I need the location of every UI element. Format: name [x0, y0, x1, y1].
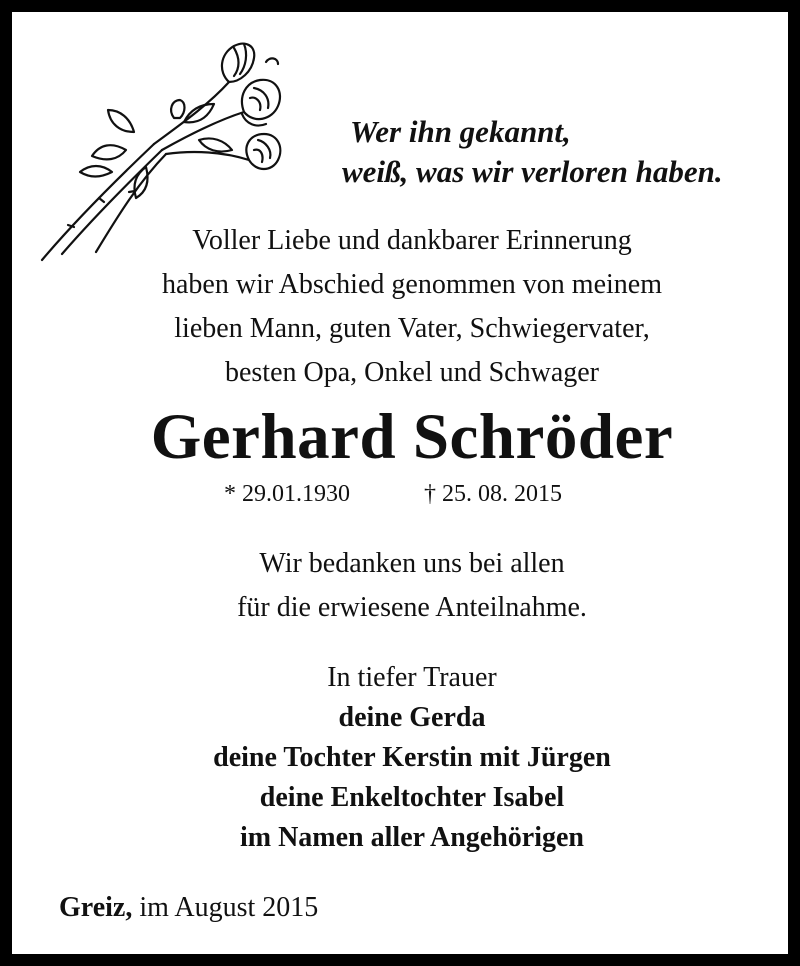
mourner-name: deine Enkeltochter Isabel — [259, 782, 565, 813]
announcement-text — [102, 219, 722, 395]
announcement-line: haben wir Abschied genommen von meinem — [162, 269, 662, 300]
mourner-name: im Namen aller Angehörigen — [239, 822, 584, 853]
mourner-name: deine Gerda — [338, 702, 486, 733]
thanks-line: für die erwiesene Anteilnahme. — [237, 592, 587, 623]
quote-line-2: weiß, was wir verloren haben. — [342, 154, 723, 189]
deceased-name: Gerhard Schröder — [150, 401, 674, 473]
birth-date: * 29.01.1930 — [224, 481, 350, 507]
mourners-block — [92, 658, 732, 858]
thanks-line: Wir bedanken uns bei allen — [259, 548, 565, 579]
announcement-line: Voller Liebe und dankbarer Erinnerung — [192, 225, 632, 256]
mourner-name: deine Tochter Kerstin mit Jürgen — [213, 742, 611, 773]
memorial-quote — [342, 112, 782, 192]
mourning-intro: In tiefer Trauer — [327, 662, 497, 693]
announcement-line: lieben Mann, guten Vater, Schwiegervater, — [174, 313, 650, 344]
quote-line-1: Wer ihn gekannt, — [350, 114, 571, 149]
place-date: im August 2015 — [132, 892, 319, 923]
death-date: † 25. 08. 2015 — [424, 481, 562, 507]
place-and-date — [59, 888, 318, 928]
announcement-line: besten Opa, Onkel und Schwager — [224, 357, 599, 388]
place-city: Greiz, — [59, 892, 133, 923]
thanks-text — [112, 542, 712, 630]
